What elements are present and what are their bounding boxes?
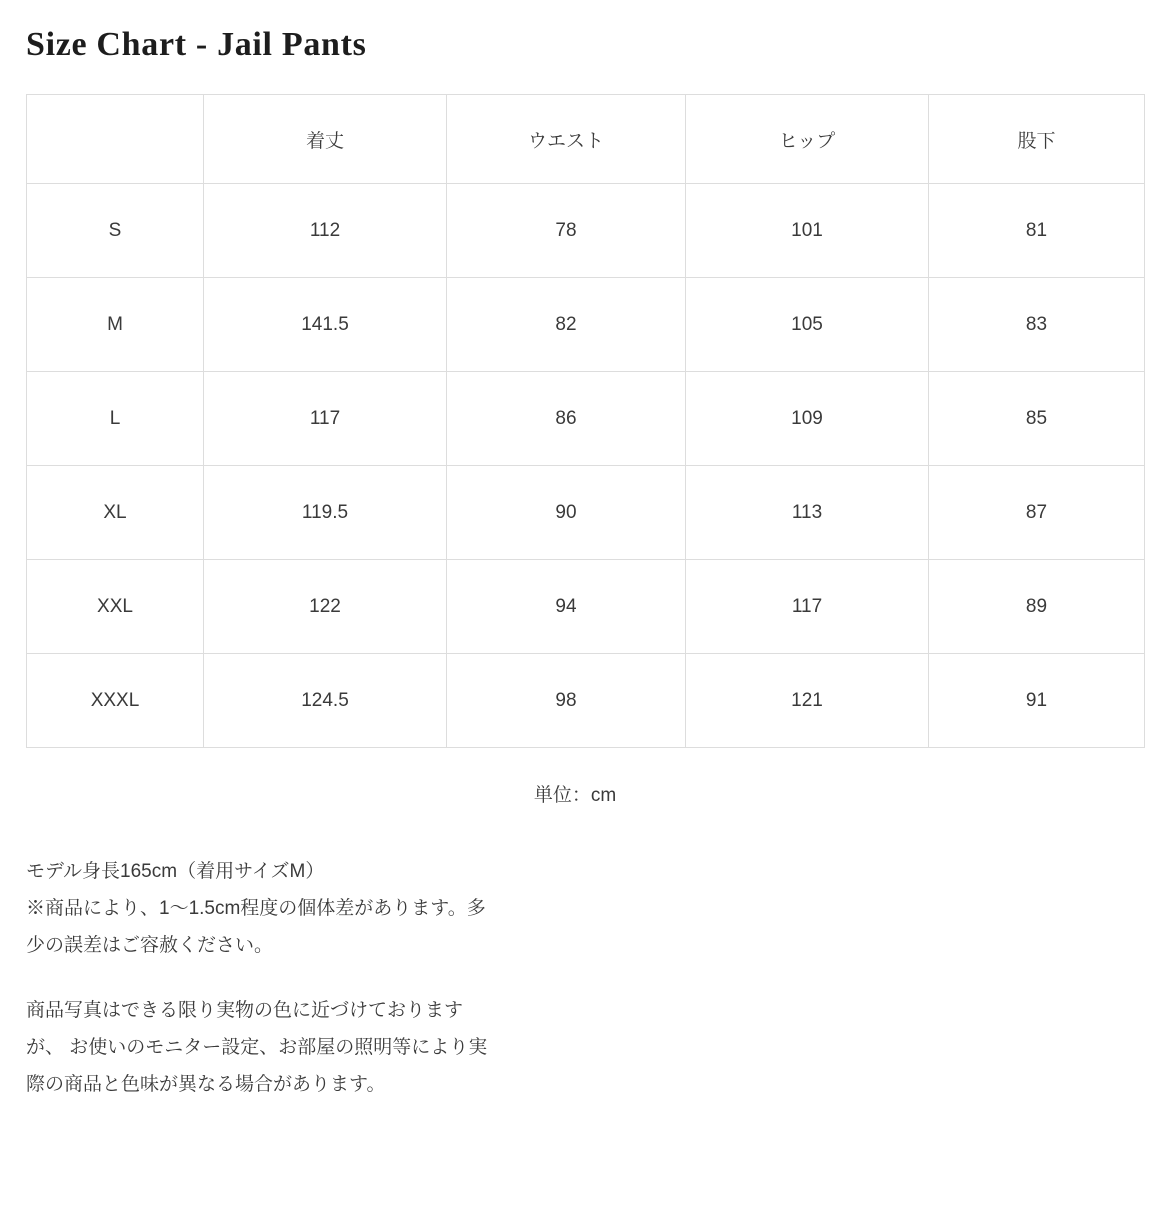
cell-hip: 109 (686, 372, 929, 466)
note-line: 少の誤差はご容赦ください。 (26, 935, 274, 957)
table-row (27, 560, 1145, 654)
column-header-inseam: 股下 (929, 95, 1145, 184)
cell-length: 119.5 (204, 466, 447, 560)
size-chart-table-wrap (26, 94, 1144, 748)
cell-length: 112 (204, 184, 447, 278)
cell-inseam: 83 (929, 278, 1145, 372)
cell-waist: 90 (447, 466, 686, 560)
cell-length: 141.5 (204, 278, 447, 372)
table-header-row (27, 95, 1145, 184)
cell-hip: 113 (686, 466, 929, 560)
cell-inseam: 87 (929, 466, 1145, 560)
page-title: Size Chart - Jail Pants (26, 26, 367, 63)
note-line: 商品写真はできる限り実物の色に近づけております (26, 1000, 464, 1022)
note-line: 際の商品と色味が異なる場合があります。 (26, 1074, 386, 1096)
cell-waist: 98 (447, 654, 686, 748)
column-header-length: 着丈 (204, 95, 447, 184)
cell-waist: 78 (447, 184, 686, 278)
column-header-hip: ヒップ (686, 95, 929, 184)
size-chart-page (0, 26, 1170, 1103)
cell-waist: 86 (447, 372, 686, 466)
cell-size: XXL (27, 560, 204, 654)
table-row (27, 466, 1145, 560)
cell-size: XL (27, 466, 204, 560)
cell-hip: 101 (686, 184, 929, 278)
column-header-waist: ウエスト (447, 95, 686, 184)
note-line: が、 お使いのモニター設定、お部屋の照明等により実 (26, 1037, 488, 1059)
cell-inseam: 85 (929, 372, 1145, 466)
cell-size: M (27, 278, 204, 372)
cell-size: XXXL (27, 654, 204, 748)
cell-waist: 94 (447, 560, 686, 654)
cell-hip: 121 (686, 654, 929, 748)
table-row (27, 372, 1145, 466)
table-row (27, 184, 1145, 278)
cell-size: L (27, 372, 204, 466)
cell-length: 117 (204, 372, 447, 466)
column-header-size (27, 95, 204, 184)
note-block-model (26, 853, 726, 964)
cell-length: 122 (204, 560, 447, 654)
notes-section (26, 853, 726, 1103)
size-chart-table (26, 94, 1145, 748)
cell-hip: 117 (686, 560, 929, 654)
note-line: モデル身長165cm（着用サイズM） (26, 861, 325, 882)
table-row (27, 278, 1145, 372)
unit-note: 単位：cm (533, 785, 617, 806)
note-block-color (26, 992, 726, 1103)
note-line: ※商品により、1〜1.5cm程度の個体差があります。多 (26, 898, 486, 920)
cell-hip: 105 (686, 278, 929, 372)
cell-inseam: 81 (929, 184, 1145, 278)
cell-inseam: 91 (929, 654, 1145, 748)
cell-size: S (27, 184, 204, 278)
table-row (27, 654, 1145, 748)
cell-waist: 82 (447, 278, 686, 372)
cell-inseam: 89 (929, 560, 1145, 654)
cell-length: 124.5 (204, 654, 447, 748)
